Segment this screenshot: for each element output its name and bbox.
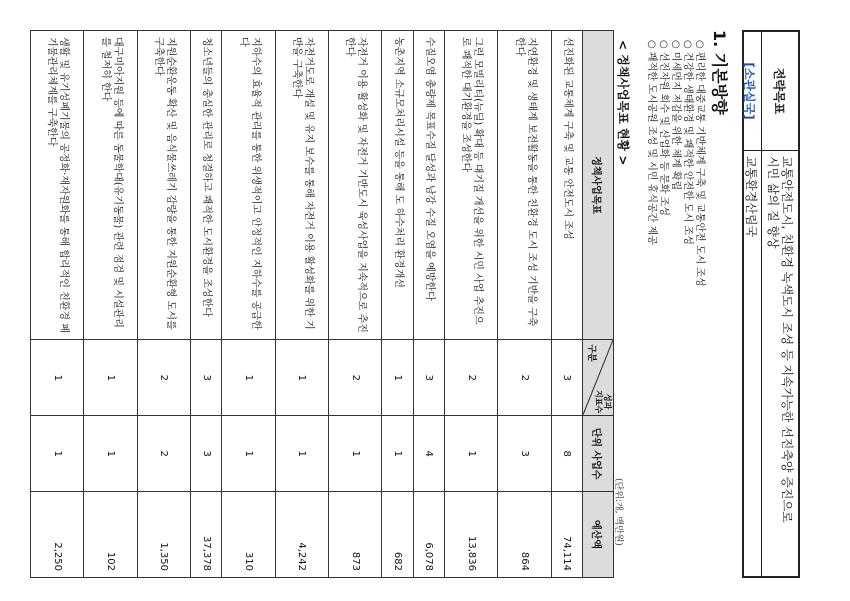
budget-cell: 873 xyxy=(329,492,382,578)
table-row xyxy=(382,31,413,578)
header-budget: 예산액 xyxy=(583,492,614,578)
goal-name-cell: 지원순환운동 확산 및 음식물쓰레기 감량을 통한 지원순환형 도시를 구축한다 xyxy=(137,31,190,340)
unit-count-cell: 1 xyxy=(382,416,413,492)
table-row xyxy=(137,31,190,578)
budget-cell: 310 xyxy=(222,492,275,578)
bullet-item: ○ 편리한 대중교통 기반체계 구축 및 교통안전 도시 조성 xyxy=(694,40,705,287)
dept-label: [소관실국] xyxy=(742,62,756,120)
strategic-goal-table xyxy=(742,30,800,578)
bullet-item: ○ 쾌적한 도시공원 조성 및 시민 휴식공간 제공 xyxy=(646,40,657,245)
indicator-count-cell: 1 xyxy=(382,340,413,416)
indicator-count-cell: 1 xyxy=(222,340,275,416)
bullet-list xyxy=(645,40,705,287)
bullet-item: ○ 선진자원 회수 및 산업화 등 문화 조성 xyxy=(658,40,669,216)
dept-row xyxy=(741,32,762,576)
table-caption: < 정책사업목표 현황 > xyxy=(616,40,630,166)
indicator-count-cell: 1 xyxy=(84,340,137,416)
policy-goal-table xyxy=(30,30,614,578)
bullet-item: ○ 건강한 생태환경 및 쾌적한 안전한 도시 조성 xyxy=(682,40,693,245)
budget-cell: 102 xyxy=(84,492,137,578)
goal-line-2: 시민 삶의 질 향상 xyxy=(766,156,780,249)
section-title: 1. 기본방향 xyxy=(710,30,729,115)
goal-name-cell: 그린 모빌리티(뉴딜) 확대 등 대기질 개선을 위한 시민 사업 추진으로 쾌적한 대기환경을 조성한다 xyxy=(445,31,498,340)
indicator-count-cell: 2 xyxy=(498,340,551,416)
indicator-count-cell: 3 xyxy=(413,340,444,416)
unit-count-cell: 1 xyxy=(84,416,137,492)
header-indicators xyxy=(583,340,614,416)
indicator-count-cell: 1 xyxy=(275,340,328,416)
indicator-count-cell: 1 xyxy=(31,340,84,416)
goal-name-cell: 지연환경 및 생태계 보전활동을 통한 친환경 도시 조성 기반을 구축한다 xyxy=(498,31,551,340)
dept-value: 교통환경산림국 xyxy=(744,156,758,238)
goal-text xyxy=(766,156,794,570)
diag-top-line-1: 성과 xyxy=(603,393,612,410)
unit-count-cell: 1 xyxy=(329,416,382,492)
table-row xyxy=(84,31,137,578)
unit-count-cell: 8 xyxy=(551,416,582,492)
goal-name-cell: 지하수의 효율적 관리를 통한 위생적이고 안정적인 지하수를 공급한다 xyxy=(222,31,275,340)
table-row xyxy=(191,31,222,578)
unit-note: (단위:개, 백만원) xyxy=(613,478,623,546)
budget-cell: 6,078 xyxy=(413,492,444,578)
diag-top-label xyxy=(594,390,612,413)
table-row xyxy=(329,31,382,578)
goal-name-cell: 대구미아지원 등에 따른 동물학대(유기동물) 관련 점검 및 시설관리를 철저히 한다 xyxy=(84,31,137,340)
unit-count-cell: 1 xyxy=(31,416,84,492)
table-body xyxy=(31,31,583,578)
budget-cell: 1,350 xyxy=(137,492,190,578)
unit-count-cell: 4 xyxy=(413,416,444,492)
bullet-item: ○ 미세먼지 저감을 위한 체계 확립 xyxy=(670,40,681,191)
budget-cell: 2,250 xyxy=(31,492,84,578)
goal-name-cell: 자전거도로 개설 및 유지 보수를 통해 자전거 이용 활성화를 위한 기반을 구축한다 xyxy=(275,31,328,340)
unit-count-cell: 1 xyxy=(445,416,498,492)
table-row xyxy=(222,31,275,578)
budget-cell: 864 xyxy=(498,492,551,578)
indicator-count-cell: 3 xyxy=(551,340,582,416)
goal-name-cell: 선진화된 교통체계 구축 및 교통 안전도시 조성 xyxy=(551,31,582,340)
diag-top-line-2: 지표수 xyxy=(594,390,603,414)
header-policy-goal: 정책사업목표 xyxy=(583,31,614,340)
indicator-count-cell: 3 xyxy=(191,340,222,416)
budget-cell: 682 xyxy=(382,492,413,578)
goal-line-1: 교통안전도시, 친환경 녹색도시 조성 등 지속가능한 선진축양 증진으로 xyxy=(780,156,794,523)
table-row xyxy=(551,31,582,578)
goal-label: 전략목표 xyxy=(772,67,786,115)
goal-name-cell: 자전거 이용 활성화 및 자전거 기반도시 육성사업을 지속적으로 추진한다 xyxy=(329,31,382,340)
unit-count-cell: 1 xyxy=(275,416,328,492)
budget-cell: 13,836 xyxy=(445,492,498,578)
goal-name-cell: 청소년들의 충실한 관리로 청결하고 쾌적한 도시환경을 조성한다 xyxy=(191,31,222,340)
unit-count-cell: 3 xyxy=(191,416,222,492)
unit-count-cell: 3 xyxy=(498,416,551,492)
table-row xyxy=(275,31,328,578)
goal-name-cell: 농촌지역 소규모처리시설 등을 통해 도 하수처리 환경개선 xyxy=(382,31,413,340)
unit-count-cell: 2 xyxy=(137,416,190,492)
table-row xyxy=(413,31,444,578)
table-row xyxy=(31,31,84,578)
unit-count-cell: 1 xyxy=(222,416,275,492)
goal-name-cell: 생활 및 유기성폐기물의 공정화·재자원화를 통해 합리적인 친환경 폐기물관리체계를 구축한다 xyxy=(31,31,84,340)
table-row xyxy=(498,31,551,578)
goal-name-cell: 수질오염 총량제 목표수질 달성과 남강 수질 오염을 예방한다 xyxy=(413,31,444,340)
table-row xyxy=(445,31,498,578)
indicator-count-cell: 2 xyxy=(329,340,382,416)
indicator-count-cell: 2 xyxy=(137,340,190,416)
diag-bottom-label: 구분 xyxy=(586,344,596,362)
table-header-row xyxy=(583,31,614,578)
header-unit-count: 단위 사업수 xyxy=(583,416,614,492)
budget-cell: 4,242 xyxy=(275,492,328,578)
indicator-count-cell: 2 xyxy=(445,340,498,416)
budget-cell: 74,114 xyxy=(551,492,582,578)
budget-cell: 37,378 xyxy=(191,492,222,578)
